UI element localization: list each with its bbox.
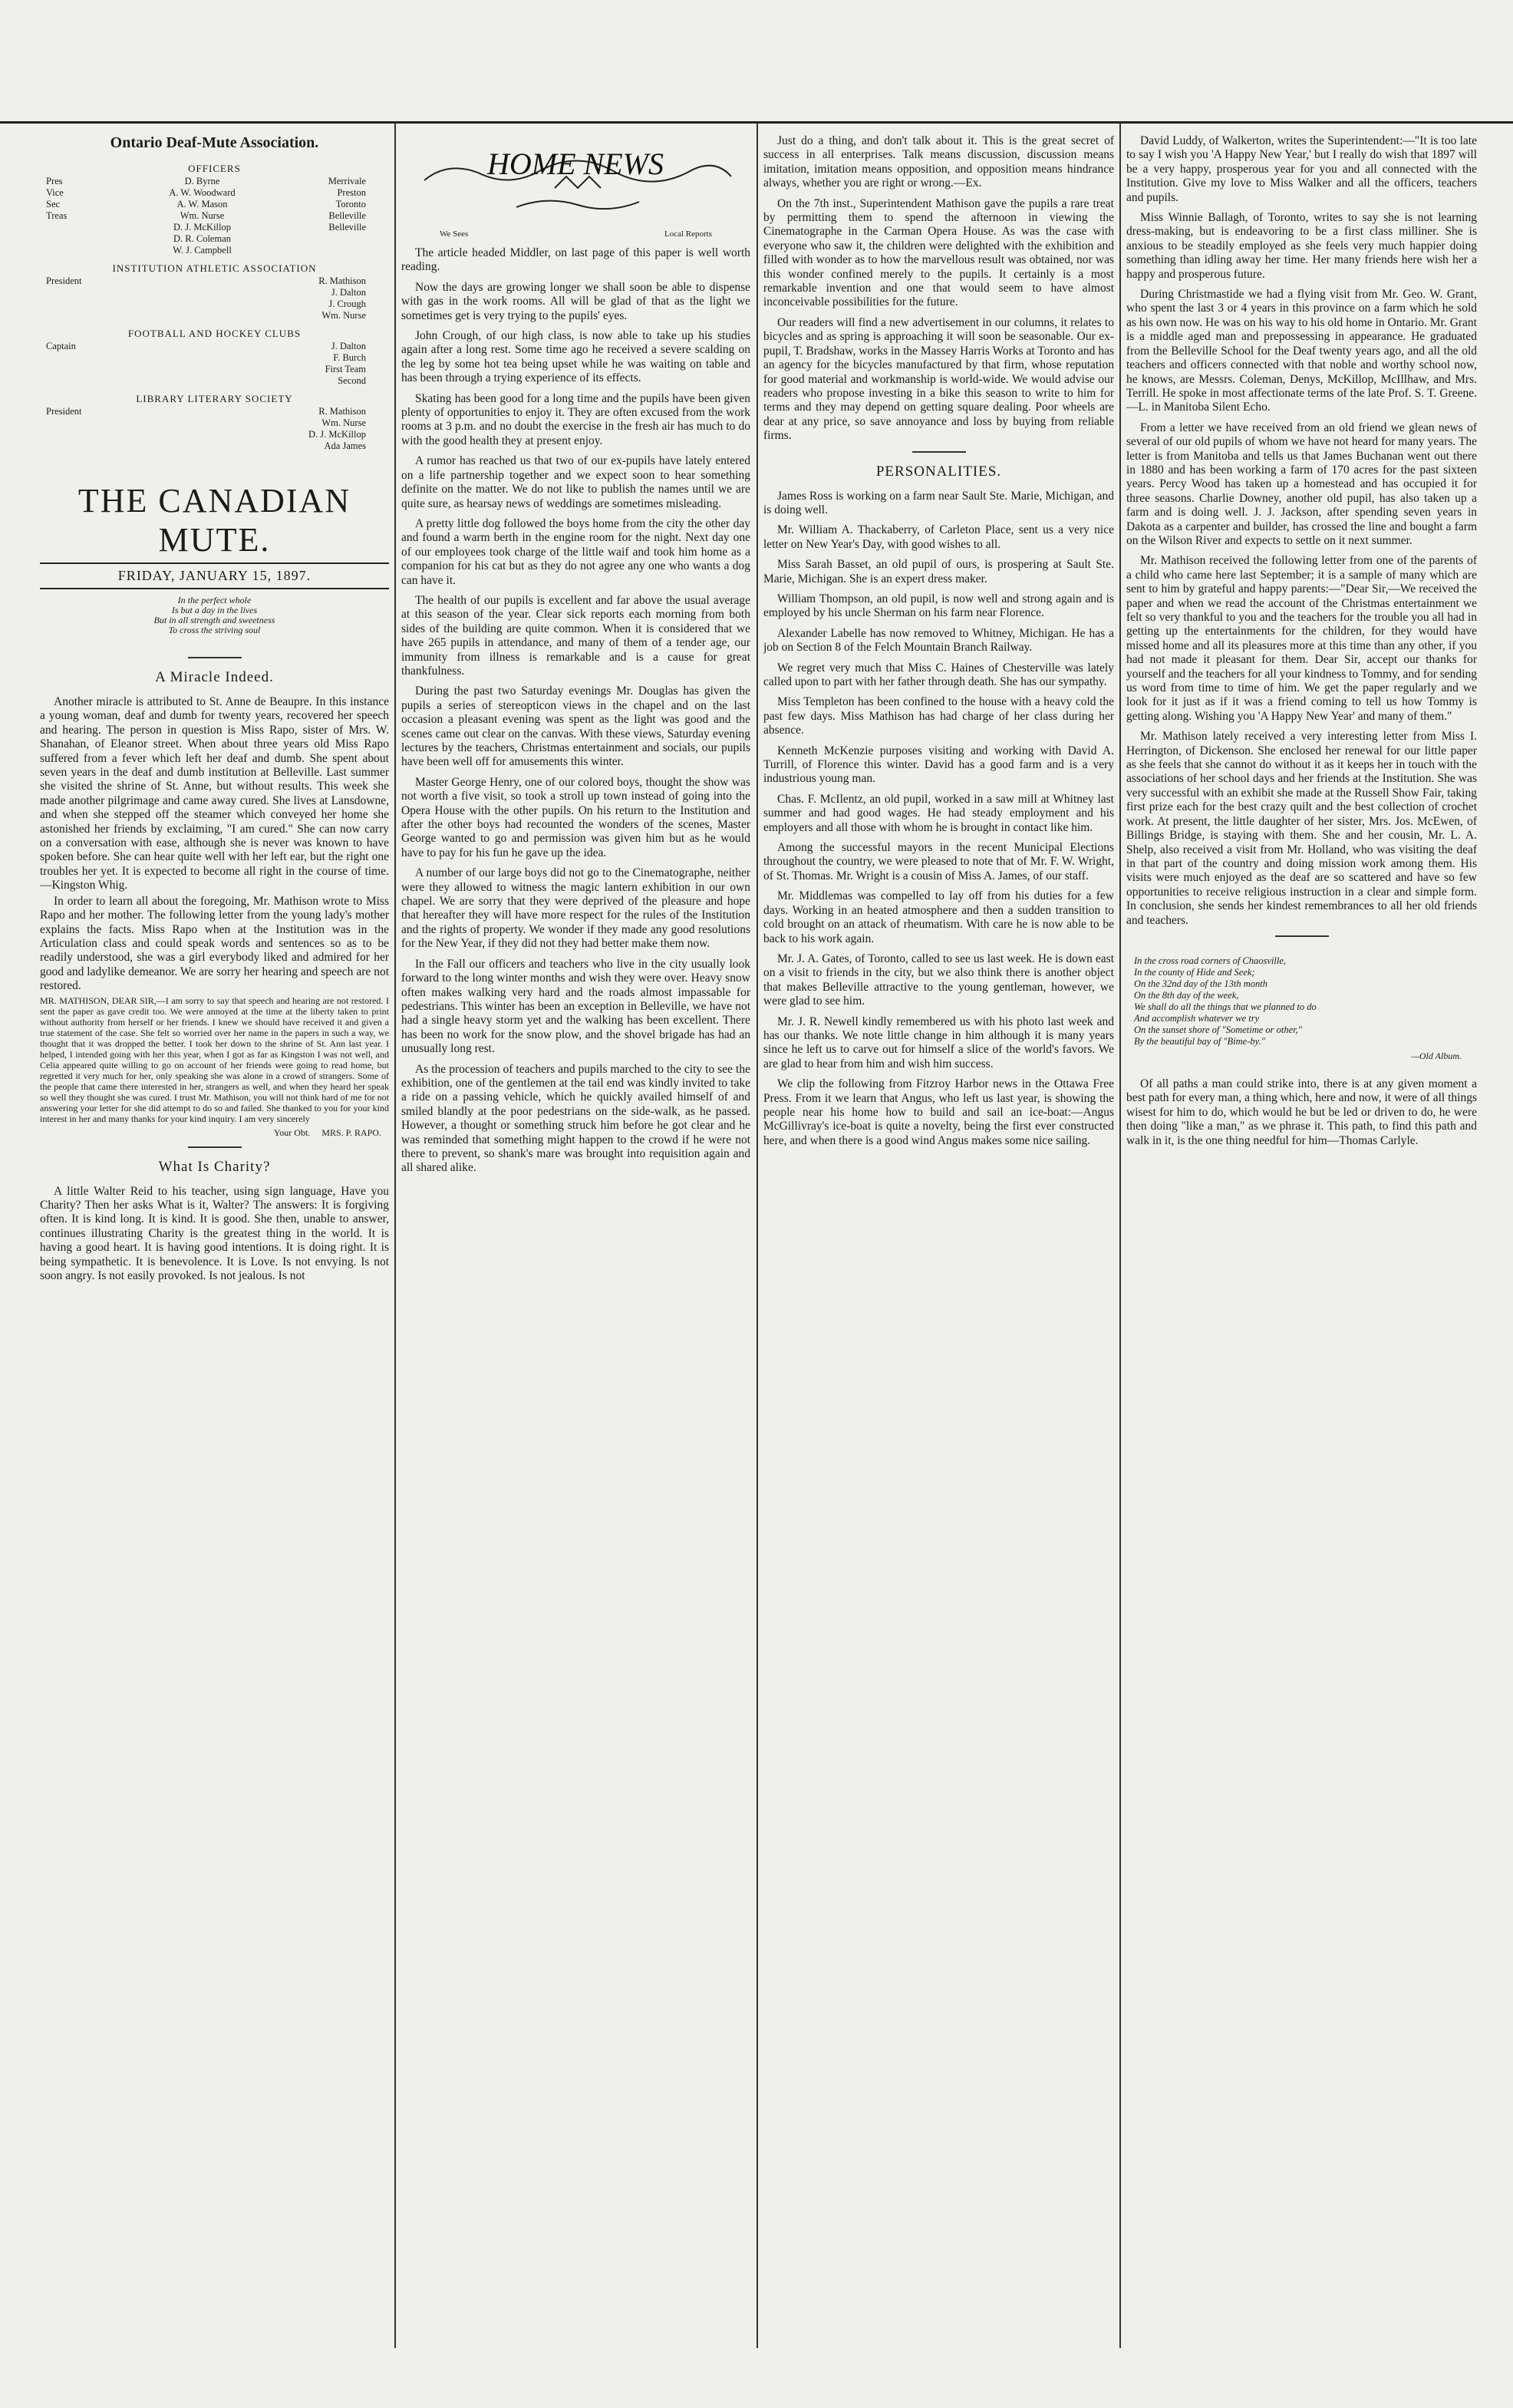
letter-from: Your Obt. [273, 1126, 311, 1138]
literary-list [40, 406, 389, 452]
officer-row [40, 352, 389, 364]
news-paragraph: Miss Templeton has been confined to the house with a heavy cold the past few days. Miss Mathison has had charge of her class during her absence. [763, 695, 1114, 737]
news-paragraph: In the Fall our officers and teachers who live in the city usually look forward to the long winter months and wish they were over. Heavy snow often makes walking very hard and the roads almost impassable for pedestrians. This winter has been an exception in Belleville, we have not had a single heavy storm yet and the walking has been excellent. There has been no work for the snow plow, and the shovel brigade has had an unusually long rest. [401, 957, 750, 1056]
officer-name: Wm. Nurse [180, 210, 225, 221]
officer-row [40, 429, 389, 440]
officer-name: D. J. McKillop [308, 429, 366, 440]
officer-place: Preston [337, 187, 366, 198]
news-paragraph: Mr. J. A. Gates, of Toronto, called to see us last week. He is down east on a visit to friends in the city, but we also think there is another object that makes Belleville attractive to the young gentleman, however, we were glad to see him. [763, 952, 1114, 1008]
officer-name: D. J. McKillop [173, 222, 231, 233]
news-paragraph: Our readers will find a new advertisement in our columns, it relates to bicycles and as spring is approaching it will soon be seasonable. Our ex-pupil, T. Bradshaw, works in the Massey Harris Works at Toronto and has an agency for the bicycles manufactured by that firm, whose reputation for good material and workmanship is world-wide. We would advise our readers who propose investing in a bike this season to write to him for terms and they may depend on getting square dealing. Poor wheels are dear at any price, so save annoyance and loss by buying from reliable firms. [763, 315, 1114, 443]
officer-row [40, 417, 389, 429]
officer-row [40, 299, 389, 310]
officer-place [305, 245, 366, 256]
article-paragraph: In order to learn all about the foregoing, Mr. Mathison wrote to Miss Rapo and her mother. The following letter from the young lady's mother explains the facts. Miss Rapo when at the Institution was in the Articulation class and could speak words and sentences so as to be readily understood, she was a girl everybody liked and admired for her good and ladylike demeanor. We are sorry her hearing and speech are not restored. [40, 894, 389, 993]
news-paragraph: A rumor has reached us that two of our ex-pupils have lately entered on a life partnership together and we expect soon to hear something definite on the matter. We do not like to publish the names until we are quite sure, as hearsay news of weddings are sometimes misleading. [401, 454, 750, 510]
officer-role [46, 310, 100, 322]
literary-block [40, 393, 389, 452]
officer-place: Merrivale [328, 176, 366, 186]
letter-text: MR. MATHISON, DEAR SIR,—I am sorry to say that speech and hearing are not restored. I sent the paper as gave credit too. We were annoyed at the time at the liberty taken to print without authority from herself or her friends. I knew we should have received it and given a true statement of the case. She felt so worried over her name in the papers in such a way, we thought that it was dropped the better. I took her down to the shrine of St. Ann last year. I helped, I intended going with her this year, when I got as far as Kingston I was not well, and Celia appeared quite willing to go on account of her friends were going to read home, but regretted it very much for her, only speaking she was alone in a crowd of strangers. Some of the people that came there interested in her, strangers as well, and when they heard her speak so well they thought she was cured. I trust Mr. Mathison, you will not think hard of me for not answering your letter for she did attempt to do so and failed. She thanked to you for your kind interest in her and many thanks for your kind inquiry. I am very sincerely [40, 995, 389, 1124]
officer-name: F. Burch [333, 352, 366, 363]
officer-role: President [46, 275, 82, 286]
clubs-list [40, 341, 389, 387]
clubs-block [40, 328, 389, 387]
column-4 [1126, 134, 1477, 1150]
officer-row [40, 341, 389, 352]
poem: In the cross road corners of Chaosville, In the county of Hide and Seek; On the 32nd day of the 13th month On the 8th day of the week, We shall do all the things that we planned to do And accomplish whatever we try On the sunset shore of "Sometime or other," By the beautiful bay of "Bime-by." [1134, 955, 1317, 1047]
news-paragraph: Chas. F. McIlentz, an old pupil, worked in a saw mill at Whitney last summer and had good wages. He had steady employment and his employers and all those with whom he is brought in contact like him. [763, 792, 1114, 834]
column-3 [763, 134, 1114, 1154]
officer-name: J. Crough [328, 299, 366, 309]
officer-role [46, 222, 100, 233]
officer-role [46, 429, 100, 440]
officer-row [40, 187, 389, 199]
home-news-banner-art [401, 134, 750, 226]
news-paragraph: We clip the following from Fitzroy Harbor news in the Ottawa Free Press. From it we learn that Angus, who left us last year, is showing the people near his home how to build and sail an ice-boat:—Angus McGillivray's ice-boat is quite a novelty, being the first ever constructed here, and when there is a good wind Angus makes some nice sailing. [763, 1077, 1114, 1147]
officer-role [46, 375, 100, 387]
officer-role [46, 417, 100, 429]
article-title: What Is Charity? [158, 1158, 271, 1175]
athletic-list [40, 275, 389, 322]
top-paragraphs [763, 134, 1114, 444]
letter-signer: MRS. P. RAPO. [321, 1126, 381, 1138]
officer-name: J. Dalton [331, 341, 366, 351]
officer-row [40, 310, 389, 322]
officers-heading: OFFICERS [188, 163, 241, 174]
news-paragraph: As the procession of teachers and pupils marched to the city to see the exhibition, one of the gentlemen at the tail end was kindly invited to take a ride on a passing vehicle, which he quickly availed himself of and smiled blandly at the poor pedestrians on the side-walk, as he passed. However, a thought or something struck him before he got clear and he was reminded that something might happen to the crowd if he were not there to prevent, so shank's mare was brought into requisition again and all shared alike. [401, 1062, 750, 1175]
news-paragraph: Kenneth McKenzie purposes visiting and working with David A. Turrill, of Florence this winter. David has a good farm and is a very industrious young man. [763, 744, 1114, 786]
masthead: THE CANADIAN MUTE. [77, 482, 351, 559]
news-paragraph: Mr. Mathison received the following letter from one of the parents of a child who came here last September; it is a sample of many which are sent to him by grateful and happy parents:—"Dear Sir,—We received the paper and when we read the account of the Christmas entertainment we felt so very thankful to you and the teachers for the trouble you all had in getting up the entertainments for the children, for they would have missed home and all its pleasures more at this time than any other, if you had not made it pleasant for them. Dear Sir, accept our thanks for yourself and the teachers for all your kindness to Tommy, and for sending us word from time to time of him. We get the paper regularly and we look for it just as if it was a friend coming to tell us how Tommy is getting along. Wishing you 'A Happy New Year' and many of them." [1126, 554, 1477, 723]
article-paragraph: Another miracle is attributed to St. Anne de Beaupre. In this instance a young woman, deaf and dumb for twenty years, recovered her speech and hearing. The person in question is Miss Rapo, sister of Mrs. W. Shanahan, of Eleanor street. When about three years old Miss Rapo suffered from a fever which left her deaf and dumb. She spent about seven years in the deaf and dumb institution at Belleville. Last summer she visited the shrine of St. Anne, but without results. This week she made another pilgrimage and came away cured. She lives at Lansdowne, and when she stepped off the steamer which conveyed her home she astonished her friends by exclaiming, "I am cured." She can now carry on a conversation with ease, although she is never was known to have spoken before. She can hear quite well with her left ear, but the right one troubles her yet. It is expected to become all right in the course of time.—Kingston Whig. [40, 695, 389, 892]
officer-name: R. Mathison [318, 406, 366, 417]
officer-row [40, 375, 389, 387]
dateline: FRIDAY, JANUARY 15, 1897. [40, 562, 389, 589]
home-news-banner [401, 134, 750, 226]
officer-place: Toronto [335, 199, 366, 209]
separator [188, 657, 242, 658]
news-paragraph: Skating has been good for a long time and the pupils have been given plenty of opportunities to enjoy it. They are often excused from the work rooms at 3 p.m. and no doubt the exercise in the fresh air has much to do with the good health they at present enjoy. [401, 391, 750, 447]
column-rule [394, 123, 396, 2348]
athletic-block [40, 262, 389, 322]
news-paragraph: John Crough, of our high class, is now able to take up his studies again after a long rest. Some time ago he received a severe scalding on the leg by some hot tea being upset while he was waiting on table and has been through a trying experience of its effects. [401, 329, 750, 385]
banner-title: HOME NEWS [487, 147, 664, 181]
news-paragraph: Master George Henry, one of our colored boys, thought the show was not worth a five visit, so took a stroll up town instead of going into the Opera House with the other pupils. On his return to the Institution and after the other boys had recounted the wonders of the scenes, Master George wanted to go and permission was given him but as he would have to pay for his fun he gave up the idea. [401, 775, 750, 859]
column-1 [40, 134, 389, 1285]
officer-role: Vice [46, 187, 64, 198]
officer-name: A. W. Woodward [169, 187, 236, 198]
officer-row [40, 275, 389, 287]
separator [1275, 935, 1329, 937]
news-paragraph: Alexander Labelle has now removed to Whitney, Michigan. He has a job on Section 8 of the Felch Mountain Branch Railway. [763, 626, 1114, 655]
officer-role: President [46, 406, 82, 417]
officer-name: Wm. Nurse [321, 417, 366, 428]
officer-row [40, 210, 389, 222]
officer-row [40, 406, 389, 417]
officer-name: First Team [325, 364, 366, 374]
officer-role [46, 233, 100, 245]
athletic-title: INSTITUTION ATHLETIC ASSOCIATION [112, 262, 317, 274]
separator [912, 451, 966, 453]
column-rule [756, 123, 758, 2348]
officer-row [40, 222, 389, 233]
personalities-title: PERSONALITIES. [875, 463, 1002, 480]
officer-row [40, 245, 389, 256]
officer-row [40, 233, 389, 245]
officers-block [40, 163, 389, 256]
officer-name: Second [338, 375, 366, 386]
news-paragraph: A number of our large boys did not go to the Cinematographe, neither were they allowed to witness the magic lantern exhibition in our own chapel. We are sorry that they were deprived of the pleasure and hope that hereafter they will have more respect for the rules of the Institution and the rights of property. We wonder if they made any good resolutions for the New Year, if they did not they had better make them now. [401, 866, 750, 951]
officer-role [46, 287, 100, 299]
letter-signature [40, 1127, 381, 1139]
news-paragraph: On the 7th inst., Superintendent Mathison gave the pupils a rare treat by permitting them to spend the afternoon in viewing the Cinematographe in the Carman Opera House. As was the case with everyone who saw it, the children were delighted with the exhibition and filled with wonder as to how the marvellous result was obtained, nor was this wonder confined merely to the pupils. It certainly is a most remarkable invention and one that would seem to have almost inconceivable possibilities for the future. [763, 196, 1114, 309]
news-paragraph: During Christmastide we had a flying visit from Mr. Geo. W. Grant, who spent the last 3 or 4 years in this province on a farm which he sold as his own now. He was on his way to his old home in Ontario. Mr. Grant is a middle aged man and prepossessing in appearance. He graduated from the Belleville School for the Deaf twenty years ago, and all the old teachers and officers connected with that noble and worthy school now, he knows, are Messrs. Coleman, Denys, McKillop, McIllhaw, and Mrs. Terrill. He spoke in most affectionate terms of the late Prof. S. T. Greene.—L. in Manitoba Silent Echo. [1126, 288, 1477, 414]
officer-name: D. R. Coleman [173, 233, 231, 244]
officer-role [46, 440, 100, 452]
news-paragraph: David Luddy, of Walkerton, writes the Superintendent:—"It is too late to say I wish you 'A Happy New Year,' but I really do wish that 1897 will be a very happy, prosperous year for you and all connected with the Institution. Give my love to Miss Walker and all the officers, teachers and pupils. [1126, 134, 1477, 204]
officer-name: J. Dalton [331, 287, 366, 298]
officer-role [46, 245, 100, 256]
news-paragraph: Now the days are growing longer we shall soon be able to dispense with gas in the work rooms. All will be glad of that as the light we sometimes get is very trying to the pupils' eyes. [401, 280, 750, 322]
poem-source: —Old Album. [1411, 1050, 1462, 1061]
news-paragraph: William Thompson, an old pupil, is now well and strong again and is employed by his uncle Sherman on his farm near Florence. [763, 592, 1114, 620]
news-paragraph: The article headed Middler, on last page of this paper is well worth reading. [401, 246, 750, 274]
news-paragraph: A pretty little dog followed the boys home from the city the other day and found a warm berth in the engine room for the night. Next day one of our employees took charge of the little waif and took him home as a companion for his cat but as they do not agree any one who wants a dog can have it. [401, 516, 750, 587]
officer-row [40, 176, 389, 187]
news-paragraph: Among the successful mayors in the recent Municipal Elections throughout the country, we were pleased to note that of Mr. F. W. Wright, of St. Thomas. Mr. Wright is a cousin of Miss A. James, of our staff. [763, 841, 1114, 882]
news-paragraph: We regret very much that Miss C. Haines of Chesterville was lately called upon to part with her father through death. She has our sympathy. [763, 661, 1114, 688]
news-paragraph: From a letter we have received from an old friend we glean news of several of our old pupils of whom we have not heard for many years. The letter is from Manitoba and tells us that James Buchanan went out there in 1880 and has been working a farm of 170 acres for the past sixteen years. Percy Wood has taken up a homestead and has occupied it for three seasons. Charlie Downey, another old pupil, has also taken up a farm and is doing well. J. J. Jackson, after spending seven years in Dakota as a carpenter and builder, has crossed the line and bought a farm on the Wilson River and expects to settle on it next summer. [1126, 421, 1477, 547]
column-2 [401, 134, 750, 1182]
news-paragraph: Miss Sarah Basset, an old pupil of ours, is prospering at Sault Ste. Marie, Michigan. She is an expert dress maker. [763, 558, 1114, 586]
column-rule [1119, 123, 1121, 2348]
officer-role: Treas [46, 210, 68, 221]
officer-name: D. Byrne [184, 176, 220, 186]
officers-list [40, 176, 389, 256]
banner-subtitles [401, 229, 750, 239]
officer-role: Captain [46, 341, 76, 351]
officer-role [46, 299, 100, 310]
officer-name: Wm. Nurse [321, 310, 366, 321]
officer-row [40, 440, 389, 452]
news-paragraph: During the past two Saturday evenings Mr. Douglas has given the pupils a series of stereopticon views in the chapel and on the last occasion a pleasant evening was spent as the light was good and the scenes came out clear on the canvas. With these views, Saturday evening lectures by the teachers, Christmas entertainment and socials, our pupils have been well off for amusements this winter. [401, 684, 750, 769]
news-paragraph: Mr. J. R. Newell kindly remembered us with his photo last week and has our thanks. We note little change in him although it is many years since he left us to carve out for himself a slice of the world's favors. We are glad to hear from him and wish him success. [763, 1014, 1114, 1070]
news-paragraph: Mr. Middlemas was compelled to lay off from his duties for a few days. Working in an heated atmosphere and then a sudden transition to cold brought on an attack of rheumatism. With care he is now able to be back to his work again. [763, 889, 1114, 945]
banner-right: Local Reports [664, 229, 712, 239]
news-paragraph: Miss Winnie Ballagh, of Toronto, writes to say she is not learning dress-making, but is endeavoring to be a first class milliner. She is anxious to be steadily employed as she feels very much happier doing something than idling away her time. Her many friends here wish her a happy and prosperous future. [1126, 211, 1477, 281]
officer-place: Belleville [328, 222, 366, 233]
motto: In the perfect whole Is but a day in the lives But in all strength and sweetness To cross the striving soul [153, 595, 275, 635]
officer-row [40, 199, 389, 210]
news-paragraph: The health of our pupils is excellent and far above the usual average at this season of the year. Clear sick reports each morning from both sides of the building are quite common. When it is considered that we have 265 pupils in attendance, and many of them of a tender age, our immunity from illness is remarkable and is a cause for great thankfulness. [401, 593, 750, 678]
officer-name: W. J. Campbell [173, 245, 232, 256]
personalities-paragraphs [763, 490, 1114, 1149]
clubs-title: FOOTBALL AND HOCKEY CLUBS [127, 328, 302, 339]
association-title: Ontario Deaf-Mute Association. [110, 134, 319, 151]
officer-name: R. Mathison [318, 275, 366, 286]
literary-title: LIBRARY LITERARY SOCIETY [136, 393, 293, 404]
news-paragraph: James Ross is working on a farm near Sault Ste. Marie, Michigan, and is doing well. [763, 489, 1114, 516]
officer-place: Belleville [328, 210, 366, 221]
article-paragraph: A little Walter Reid to his teacher, using sign language, Have you Charity? Then her asks What is it, Walter? The answers: It is forgiving often. It is kind long. It is kind. It is good. She then, unable to answer, continues illustrating Charity is the greatest thing in the world. It is having a good heart. It is having good intentions. It is doing right. It is being sympathetic. It is benevolence. It is Love. Is not envying. Is not soon angry. Is not easily provoked. Is not jealous. Is not [40, 1184, 389, 1282]
carlyle-quote: Of all paths a man could strike into, there is at any given moment a best path for every man, a thing which, here and now, it were of all things wisest for him to do, which would he but be led or driven to do, he were then doing "like a man," as we phrase it. This path, to find this path and walk in it, is the one thing needful for him—Thomas Carlyle. [1126, 1077, 1477, 1147]
news-paragraph: Just do a thing, and don't talk about it. This is the great secret of success in all enterprises. Talk means discussion, discussion means imitation, imitation means opposition, and opposition means hindrance always, whether you are right or wrong.—Ex. [763, 134, 1114, 190]
officer-row [40, 364, 389, 375]
article-title: A Miracle Indeed. [155, 669, 274, 685]
banner-left: We Sees [440, 229, 469, 239]
column-4-paragraphs [1126, 134, 1477, 928]
officer-name: A. W. Mason [176, 199, 228, 209]
officer-role: Pres [46, 176, 63, 186]
home-news-paragraphs [401, 246, 750, 1176]
officer-role [46, 364, 100, 375]
officer-role: Sec [46, 199, 61, 209]
news-paragraph: Mr. Mathison lately received a very interesting letter from Miss I. Herrington, of Dickenson. She enclosed her renewal for our little paper as she feels that she cannot do without it as it keeps her in touch with the associations of her school days and her friends at the Institution. She was very successful with an exhibit she made at the Russell Show Fair, taking first prize each for the best crazy quilt and the best collection of crochet work. At present, the little daughter of her sister, Mrs. Jos. McEwen, of Billings Bridge, is staying with them. She and her cousin, Mr. L. A. Shelp, also received a visit from Mr. Holland, who was visiting the deaf in that part of the country and doing mission work among them. His visits were much enjoyed as the deaf are so scattered and have so few opportunities to receive religious instruction in a clear and simple form. In conclusion, she sends her kindest remembrances to all her old friends and teachers. [1126, 730, 1477, 927]
news-paragraph: Mr. William A. Thackaberry, of Carleton Place, sent us a very nice letter on New Year's Day, with good wishes to all. [763, 523, 1114, 551]
officer-role [46, 352, 100, 364]
officer-row [40, 287, 389, 299]
officer-name: Ada James [324, 440, 366, 451]
separator [188, 1146, 242, 1148]
officer-place [305, 233, 366, 245]
